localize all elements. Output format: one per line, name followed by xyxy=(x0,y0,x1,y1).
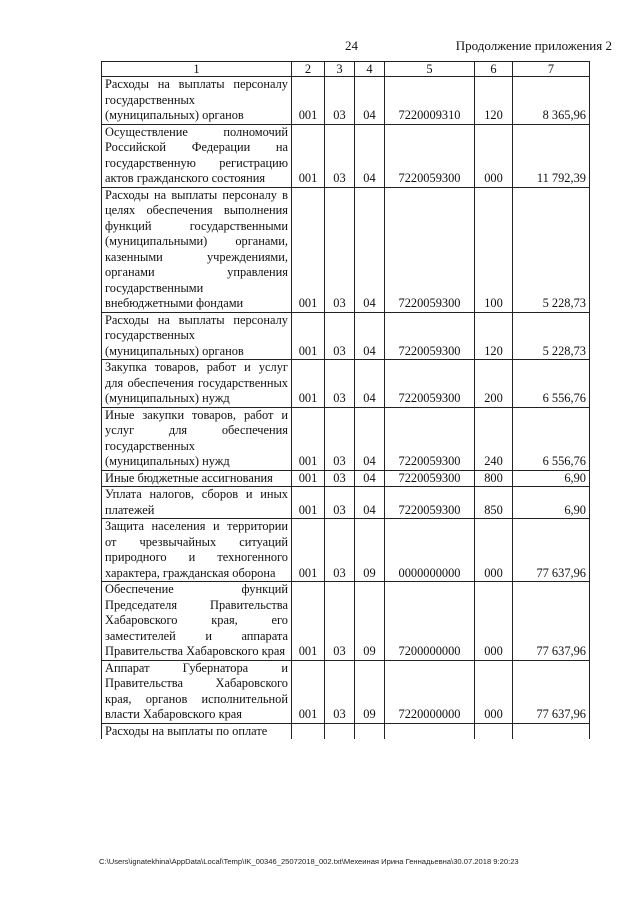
column-header: 4 xyxy=(355,62,385,77)
cell-subsection: 04 xyxy=(355,77,385,125)
cell-section: 03 xyxy=(325,470,355,487)
cell-ministry: 001 xyxy=(292,407,325,470)
budget-table xyxy=(101,61,590,739)
cell-subsection: 04 xyxy=(355,487,385,519)
cell-ministry: 001 xyxy=(292,519,325,582)
cell-target-article: 7220009310 xyxy=(385,77,475,125)
table-row xyxy=(102,660,590,723)
cell-amount: 8 365,96 xyxy=(513,77,590,125)
cell-target-article: 7220059300 xyxy=(385,312,475,360)
cell-target-article: 7220059300 xyxy=(385,407,475,470)
table-row xyxy=(102,723,590,739)
cell-amount: 6 556,76 xyxy=(513,360,590,408)
cell-ministry: 001 xyxy=(292,487,325,519)
cell-target-article: 7220059300 xyxy=(385,360,475,408)
table-row xyxy=(102,470,590,487)
cell-subsection: 04 xyxy=(355,360,385,408)
cell-amount: 77 637,96 xyxy=(513,660,590,723)
cell-expense-type: 000 xyxy=(475,124,513,187)
row-description: Уплата налогов, сборов и иных платежей xyxy=(102,487,292,519)
row-description: Расходы на выплаты персоналу государственных (муниципальных) органов xyxy=(102,312,292,360)
cell-amount: 5 228,73 xyxy=(513,312,590,360)
file-path-footer: C:\Users\ignatekhina\AppData\Local\Temp\IK_00346_25072018_002.txt\Мехеиная Ирина Геннадьевна\30.07.2018 9:20:23 xyxy=(99,857,519,866)
row-description: Обеспечение функций Председателя Правительства Хабаровского края, его заместителей и аппарата Правительства Хабаровского края xyxy=(102,582,292,661)
row-description: Закупка товаров, работ и услуг для обеспечения государственных (муниципальных) нужд xyxy=(102,360,292,408)
cell-expense-type: 000 xyxy=(475,660,513,723)
cell-amount xyxy=(513,723,590,739)
column-header: 5 xyxy=(385,62,475,77)
cell-ministry: 001 xyxy=(292,360,325,408)
cell-section: 03 xyxy=(325,487,355,519)
cell-section: 03 xyxy=(325,519,355,582)
column-header: 1 xyxy=(102,62,292,77)
table-row xyxy=(102,519,590,582)
cell-amount: 6,90 xyxy=(513,487,590,519)
cell-subsection: 04 xyxy=(355,470,385,487)
cell-section: 03 xyxy=(325,660,355,723)
row-description: Аппарат Губернатора и Правительства Хабаровского края, органов исполнительной власти Хабаровского края xyxy=(102,660,292,723)
cell-expense-type: 120 xyxy=(475,77,513,125)
table-row xyxy=(102,487,590,519)
page-number: 24 xyxy=(345,38,358,53)
continuation-label: Продолжение приложения 2 xyxy=(455,38,612,53)
cell-ministry: 001 xyxy=(292,582,325,661)
cell-section: 03 xyxy=(325,360,355,408)
cell-target-article: 7220059300 xyxy=(385,124,475,187)
cell-subsection: 04 xyxy=(355,187,385,312)
row-description: Расходы на выплаты персоналу государственных (муниципальных) органов xyxy=(102,77,292,125)
cell-subsection: 04 xyxy=(355,312,385,360)
row-description: Иные закупки товаров, работ и услуг для обеспечения государственных (муниципальных) нужд xyxy=(102,407,292,470)
cell-subsection: 04 xyxy=(355,407,385,470)
cell-amount: 11 792,39 xyxy=(513,124,590,187)
header-row xyxy=(102,62,590,77)
cell-amount: 77 637,96 xyxy=(513,519,590,582)
column-header: 3 xyxy=(325,62,355,77)
cell-subsection: 09 xyxy=(355,519,385,582)
cell-target-article: 7220059300 xyxy=(385,470,475,487)
cell-expense-type: 120 xyxy=(475,312,513,360)
cell-ministry: 001 xyxy=(292,77,325,125)
cell-expense-type: 800 xyxy=(475,470,513,487)
cell-amount: 6,90 xyxy=(513,470,590,487)
row-description: Иные бюджетные ассигнования xyxy=(102,470,292,487)
row-description: Осуществление полномочий Российской Федерации на государственную регистрацию актов гражданского состояния xyxy=(102,124,292,187)
cell-ministry: 001 xyxy=(292,470,325,487)
cell-expense-type: 850 xyxy=(475,487,513,519)
column-header: 6 xyxy=(475,62,513,77)
table-row xyxy=(102,124,590,187)
cell-target-article: 7200000000 xyxy=(385,582,475,661)
cell-target-article xyxy=(385,723,475,739)
cell-expense-type: 100 xyxy=(475,187,513,312)
column-header: 2 xyxy=(292,62,325,77)
cell-amount: 5 228,73 xyxy=(513,187,590,312)
cell-ministry: 001 xyxy=(292,312,325,360)
cell-ministry: 001 xyxy=(292,660,325,723)
row-description: Расходы на выплаты по оплате xyxy=(102,723,292,739)
cell-target-article: 7220059300 xyxy=(385,487,475,519)
cell-section: 03 xyxy=(325,77,355,125)
cell-amount: 6 556,76 xyxy=(513,407,590,470)
cell-amount: 77 637,96 xyxy=(513,582,590,661)
cell-section xyxy=(325,723,355,739)
cell-section: 03 xyxy=(325,407,355,470)
table-row xyxy=(102,312,590,360)
cell-section: 03 xyxy=(325,124,355,187)
column-header: 7 xyxy=(513,62,590,77)
cell-section: 03 xyxy=(325,312,355,360)
row-description: Расходы на выплаты персоналу в целях обеспечения выполнения функций государственными (муниципальными) органами, казенными учреждениями, органами управления государственными внебюджетными фондами xyxy=(102,187,292,312)
cell-ministry: 001 xyxy=(292,124,325,187)
row-description: Защита населения и территории от чрезвычайных ситуаций природного и техногенного характера, гражданская оборона xyxy=(102,519,292,582)
table-row xyxy=(102,360,590,408)
cell-expense-type xyxy=(475,723,513,739)
table-row xyxy=(102,582,590,661)
cell-ministry xyxy=(292,723,325,739)
cell-subsection: 09 xyxy=(355,660,385,723)
table-row xyxy=(102,77,590,125)
cell-expense-type: 200 xyxy=(475,360,513,408)
table-row xyxy=(102,187,590,312)
cell-target-article: 7220059300 xyxy=(385,187,475,312)
cell-expense-type: 000 xyxy=(475,519,513,582)
cell-ministry: 001 xyxy=(292,187,325,312)
cell-expense-type: 240 xyxy=(475,407,513,470)
table-row xyxy=(102,407,590,470)
cell-subsection: 04 xyxy=(355,124,385,187)
cell-expense-type: 000 xyxy=(475,582,513,661)
cell-target-article: 0000000000 xyxy=(385,519,475,582)
cell-subsection xyxy=(355,723,385,739)
cell-subsection: 09 xyxy=(355,582,385,661)
cell-target-article: 7220000000 xyxy=(385,660,475,723)
cell-section: 03 xyxy=(325,187,355,312)
cell-section: 03 xyxy=(325,582,355,661)
